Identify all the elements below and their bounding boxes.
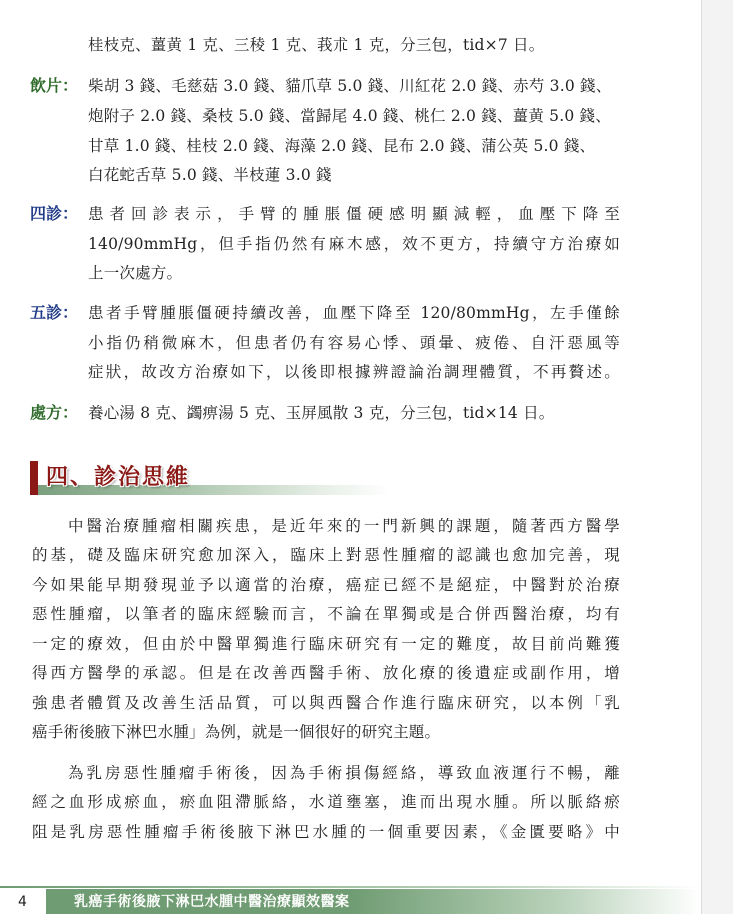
running-footer-title: 乳癌手術後腋下淋巴水腫中醫治療顯效醫案 [74, 894, 350, 910]
heading-accent-bar [30, 461, 38, 495]
sizhen-line: 患者回診表示，手臂的腫脹僵硬感明顯減輕，血壓下降至 [88, 205, 620, 223]
wuzhen-line: 小指仍稍微麻木，但患者仍有容易心悸、頭暈、疲倦、自汗惡風等 [88, 334, 620, 352]
paragraph-line: 一定的療效，但由於中醫單獨進行臨床研究有一定的難度，故目前尚難獲 [32, 635, 620, 653]
paragraph-line: 癌手術後腋下淋巴水腫」為例，就是一個很好的研究主題。 [32, 723, 441, 741]
wuzhen-line: 患者手臂腫脹僵硬持續改善，血壓下降至 120/80mmHg，左手僅餘 [88, 304, 620, 322]
prescription-continuation: 桂枝克、薑黄 1 克、三稜 1 克、莪朮 1 克，分三包，tid×7 日。 [88, 36, 545, 54]
viewer-scroll-gutter [701, 0, 733, 914]
paragraph-line: 的基，礎及臨床研究愈加深入，臨床上對惡性腫瘤的認識也愈加完善，現 [32, 546, 620, 564]
chufang-text: 養心湯 8 克、蠲痹湯 5 克、玉屏風散 3 克，分三包，tid×14 日。 [88, 404, 555, 422]
paragraph-line: 強患者體質及改善生活品質，可以與西醫合作進行臨床研究，以本例「乳 [32, 694, 620, 712]
paragraph-line: 經之血形成瘀血，瘀血阻滯脈絡，水道壅塞，進而出現水腫。所以脈絡瘀 [32, 793, 620, 811]
paragraph-line: 今如果能早期發現並予以適當的治療，癌症已經不是絕症，中醫對於治療 [32, 576, 620, 594]
yinpian-line: 柴胡 3 錢、毛慈菇 3.0 錢、貓爪草 5.0 錢、川紅花 2.0 錢、赤芍 3.0 錢、 [88, 77, 612, 95]
wuzhen-line: 症狀，故改方治療如下，以後即根據辨證論治調理體質，不再贅述。 [88, 363, 620, 381]
yinpian-line: 炮附子 2.0 錢、桑枝 5.0 錢、當歸尾 4.0 錢、桃仁 2.0 錢、薑黄 5.0 錢、 [88, 107, 611, 125]
footer-rule [0, 886, 700, 888]
paragraph-line: 阻是乳房惡性腫瘤手術後腋下淋巴水腫的一個重要因素，《金匱要略》中 [32, 823, 620, 841]
yinpian-label: 飲片： [30, 76, 79, 95]
paragraph-line: 中醫治療腫瘤相關疾患，是近年來的一門新興的課題，隨著西方醫學 [68, 517, 620, 535]
section-heading-text: 四、診治思維 [46, 465, 191, 490]
section-heading [30, 461, 390, 495]
sizhen-line: 上一次處方。 [88, 264, 183, 282]
paragraph-line: 為乳房惡性腫瘤手術後，因為手術損傷經絡，導致血液運行不暢，離 [68, 764, 620, 782]
wuzhen-label: 五診： [30, 303, 79, 322]
sizhen-line: 140/90mmHg，但手指仍然有麻木感，效不更方，持續守方治療如 [88, 235, 620, 253]
chufang-label: 處方： [30, 403, 79, 422]
sizhen-label: 四診： [30, 204, 79, 223]
yinpian-line: 白花蛇舌草 5.0 錢、半枝蓮 3.0 錢 [88, 166, 332, 184]
page-number: 4 [18, 894, 27, 910]
yinpian-line: 甘草 1.0 錢、桂枝 2.0 錢、海藻 2.0 錢、昆布 2.0 錢、蒲公英 5.0 錢、 [88, 137, 596, 155]
paragraph-line: 得西方醫學的承認。但是在改善西醫手術、放化療的後遺症或副作用，增 [32, 664, 620, 682]
paragraph-line: 惡性腫瘤，以筆者的臨床經驗而言，不論在單獨或是合併西醫治療，均有 [32, 605, 620, 623]
